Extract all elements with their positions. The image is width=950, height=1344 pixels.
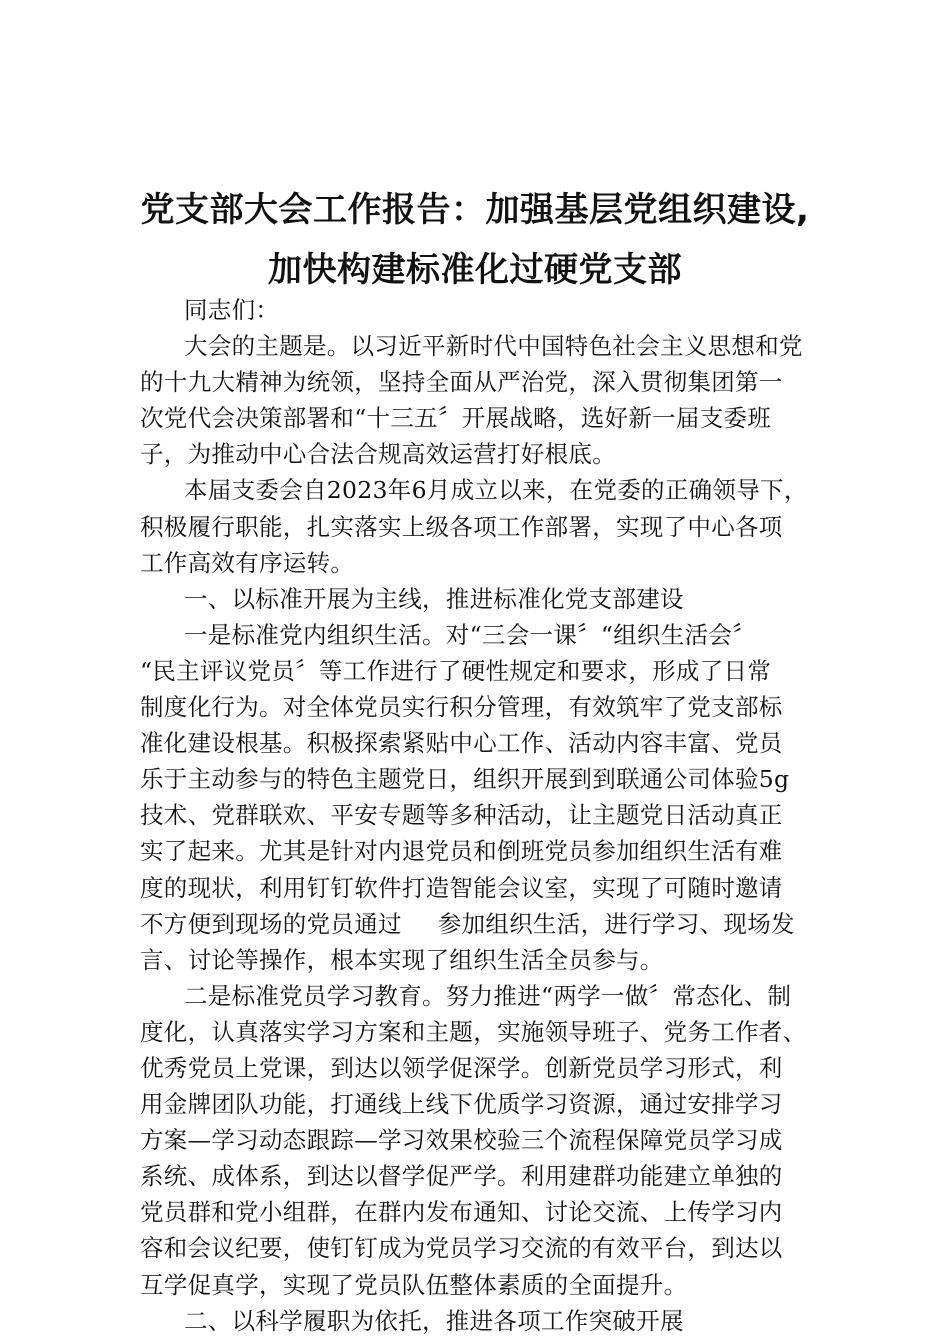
paragraph-line: 言、讨论等操作，根本实现了组织生活全员参与。 xyxy=(140,945,664,974)
paragraph-line: 党员群和党小组群，在群内发布通知、讨论交流、上传学习内 xyxy=(140,1198,783,1227)
paragraph-line: 二是标准党员学习教育。努力推进“两学一做〞常态化、制 xyxy=(184,981,792,1010)
paragraph-line: 容和会议纪要，使钉钉成为党员学习交流的有效平台，到达以 xyxy=(140,1234,783,1263)
paragraph-line: 积极履行职能，扎实落实上级各项工作部署，实现了中心各项 xyxy=(140,512,783,541)
document-title-line-1: 党支部大会工作报告：加强基层党组织建设, xyxy=(140,190,810,230)
paragraph-line: 工作高效有序运转。 xyxy=(140,548,355,577)
paragraph-line: 子，为推动中心合法合规高效运营打好根底。 xyxy=(140,440,616,469)
paragraph-line: 度化，认真落实学习方案和主题，实施领导班子、党务工作者、 xyxy=(140,1017,807,1046)
paragraph-line: 的十九大精神为统领，坚持全面从严治党，深入贯彻集团第一 xyxy=(140,368,783,397)
section-heading: 一、以标准开展为主线，推进标准化党支部建设 xyxy=(184,584,684,613)
paragraph-line: 本届支委会自2023年6月成立以来，在党委的正确领导下， xyxy=(184,476,808,505)
document-title-line-2: 加快构建标准化过硬党支部 xyxy=(268,250,682,290)
paragraph-line: 度的现状，利用钉钉软件打造智能会议室，实现了可随时邀请 xyxy=(140,873,783,902)
paragraph-line: 实了起来。尤其是针对内退党员和倒班党员参加组织生活有难 xyxy=(140,837,783,866)
paragraph-line: 用金牌团队功能，打通线上线下优质学习资源，通过安排学习 xyxy=(140,1090,783,1119)
paragraph-line: 乐于主动参与的特色主题党日，组织开展到到联通公司体验5g xyxy=(140,765,790,794)
paragraph-line: 制度化行为。对全体党员实行积分管理，有效筑牢了党支部标 xyxy=(140,693,783,722)
line-segment: 参加组织生活，进行学习、现场发 xyxy=(437,909,795,938)
paragraph-line xyxy=(140,906,840,942)
paragraph-line: 系统、成体系，到达以督学促严学。利用建群功能建立单独的 xyxy=(140,1162,783,1191)
paragraph-line: 大会的主题是。以习近平新时代中国特色社会主义思想和党 xyxy=(184,332,803,361)
paragraph-line: “民主评议党员〞等工作进行了硬性规定和要求，形成了日常 xyxy=(140,656,772,685)
paragraph-line: 方案—学习动态跟踪—学习效果校验三个流程保障党员学习成 xyxy=(140,1126,783,1155)
paragraph-line: 一是标准党内组织生活。对“三会一课〞“组织生活会〞 xyxy=(184,620,757,649)
document-body xyxy=(140,292,840,1339)
paragraph-line: 次党代会决策部署和“十三五〞开展战略，选好新一届支委班 xyxy=(140,404,772,433)
paragraph-line: 互学促真学，实现了党员队伍整体素质的全面提升。 xyxy=(140,1270,688,1299)
paragraph-line: 技术、党群联欢、平安专题等多种活动，让主题党日活动真正 xyxy=(140,801,783,830)
section-heading: 二、以科学履职为依托，推进各项工作突破开展 xyxy=(184,1306,684,1335)
paragraph-line: 优秀党员上党课，到达以领学促深学。创新党员学习形式，利 xyxy=(140,1053,783,1082)
salutation: 同志们： xyxy=(184,296,280,324)
paragraph-line: 准化建设根基。积极探索紧贴中心工作、活动内容丰富、党员 xyxy=(140,729,783,758)
line-segment: 不方便到现场的党员通过 xyxy=(140,909,402,938)
